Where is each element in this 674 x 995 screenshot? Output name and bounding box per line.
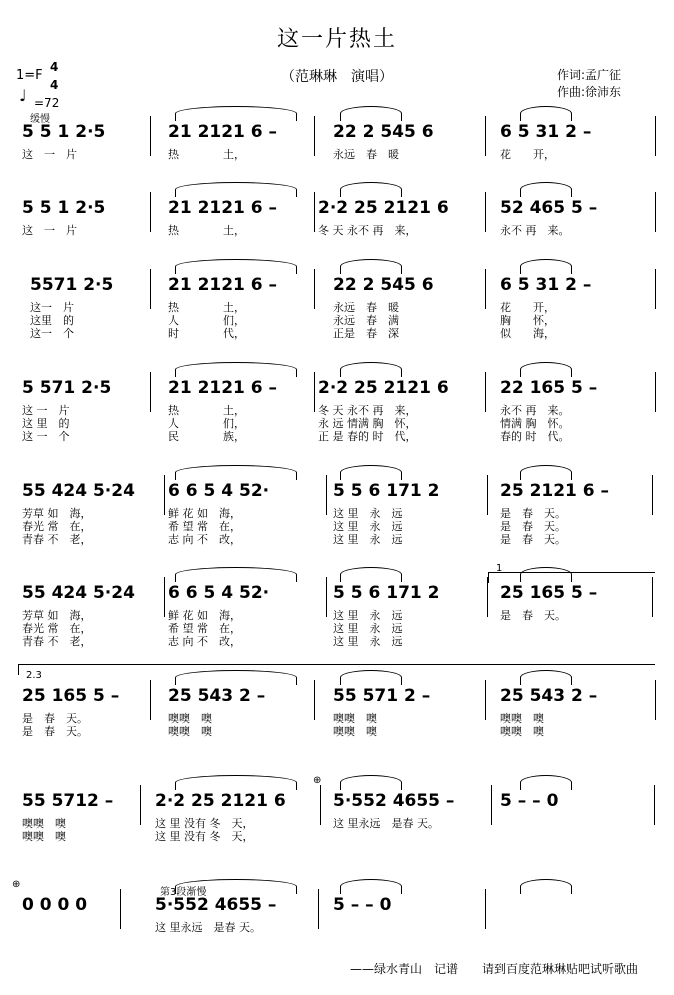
lyric-line: 这 里 永 远 [333,533,403,546]
lyric-line: 这 里 永 远 [333,609,403,622]
bar-line [652,475,653,515]
slur [520,879,572,894]
lyric-line: 永 远 情满 胸 怀， [318,417,417,430]
lyric-line: 鲜 花 如 海， [168,609,241,622]
lyric-line: 这 一 片 [22,148,77,161]
measure-notes: 22 2 545 6 [333,122,434,142]
measure-notes: 0 0 0 0 [22,895,88,915]
slur [520,259,572,274]
bar-line [120,889,121,929]
measure-notes: 52 465 5 – [500,198,598,218]
tempo-word: 缓慢 [30,114,50,125]
lyric-line: 永不 再 来。 [500,404,570,417]
bar-line [652,577,653,617]
lyric-line: 芳草 如 海， [22,507,92,520]
measure-notes: 55 424 5·24 [22,583,135,603]
measure-notes: 25 165 5 – [22,686,120,706]
lyric-line: 噢噢 噢 [22,830,66,843]
lyric-line: 鲜 花 如 海， [168,507,241,520]
measure-notes: 25 2121 6 – [500,481,610,501]
lyric-line: 这 里永远 是春 天。 [155,921,261,934]
measure-notes: 21 2121 6 – [168,198,278,218]
lyric-line: 噢噢 噢 [22,817,66,830]
bar-line [655,116,656,156]
bar-line [655,680,656,720]
composer: 作曲:徐沛东 [557,85,622,99]
measure-notes: 5 – – 0 [500,791,559,811]
lyric-line: 春的 时 代。 [500,430,570,443]
measure-notes: 6 6 5 4 52· [168,583,270,603]
lyric-line: 这里 的 [30,314,74,327]
bar-line [655,192,656,232]
lyric-line: 志 向 不 改， [168,533,241,546]
lyric-line: 噢噢 噢 [168,712,212,725]
lyric-line: 这 里 没有 冬 天， [155,817,254,830]
lyric-line: 是 春 天。 [500,609,566,622]
measure-notes: 21 2121 6 – [168,122,278,142]
bar-line [326,577,327,617]
measure-notes: 5 – – 0 [333,895,392,915]
bar-line [485,192,486,232]
bar-line [655,372,656,412]
bar-line [485,680,486,720]
lyric-line: 人 们， [168,417,245,430]
lyricist: 作词:孟广征 [557,68,622,82]
measure-notes: 55 571 2 – [333,686,431,706]
lyric-line: 这 里 永 远 [333,622,403,635]
lyric-line: 噢噢 噢 [333,712,377,725]
slur [175,465,297,480]
measure-notes: 5·552 4655 – [333,791,455,811]
lyric-line: 这 里 永 远 [333,520,403,533]
bar-line [320,785,321,825]
bar-line [485,269,486,309]
lyric-line: 这一 个 [30,327,74,340]
bar-line [164,577,165,617]
volta-2-3: 2.3 [26,670,42,681]
measure-notes: 22 2 545 6 [333,275,434,295]
bar-line [164,475,165,515]
slur [175,106,297,121]
slur [175,775,297,790]
lyric-line: 热 土， [168,148,245,161]
lyric-line: 志 向 不 改， [168,635,241,648]
lyric-line: 希 望 常 在， [168,622,241,635]
tempo-mark: =72 [34,96,60,110]
measure-notes: 5 5 6 171 2 [333,481,440,501]
bar-line [314,192,315,232]
slur [520,465,572,480]
bar-line [150,116,151,156]
bar-line [318,889,319,929]
measure-notes: 5 5 1 2·5 [22,198,106,218]
lyric-line: 永远 春 暖 [333,148,399,161]
lyric-line: 芳草 如 海， [22,609,92,622]
lyric-line: 热 土， [168,404,245,417]
lyric-line: 时 代， [168,327,245,340]
measure-notes: 25 165 5 – [500,583,598,603]
lyric-line: 胸 怀， [500,314,555,327]
slur [520,182,572,197]
lyric-line: 这 里永远 是春 天。 [333,817,439,830]
measure-notes: 21 2121 6 – [168,378,278,398]
measure-notes: 5 5 1 2·5 [22,122,106,142]
song-title: 这一片热土 [276,27,397,52]
measure-notes: 6 6 5 4 52· [168,481,270,501]
slur [340,567,402,582]
bar-line [487,577,488,617]
bar-line [150,372,151,412]
volta-bracket [488,572,655,583]
lyric-line: 噢噢 噢 [333,725,377,738]
measure-notes: 5571 2·5 [30,275,114,295]
lyric-line: 永远 春 暖 [333,301,399,314]
bar-line [485,116,486,156]
lyric-line: 这 一 个 [22,430,70,443]
slur [520,775,572,790]
lyric-line: 是 春 天。 [22,725,88,738]
lyric-line: 花 开， [500,301,555,314]
lyric-line: 冬 天 永不 再 来， [318,404,417,417]
bar-line [485,372,486,412]
coda-icon: ⊕ [313,775,322,786]
slur [340,465,402,480]
singer-line: （范琳琳 演唱） [281,69,393,85]
measure-notes: 55 5712 – [22,791,114,811]
lyric-line: 这 里 的 [22,417,70,430]
lyric-line: 这 里 永 远 [333,635,403,648]
lyric-line: 是 春 天。 [22,712,88,725]
measure-notes: 25 543 2 – [168,686,266,706]
measure-notes: 25 543 2 – [500,686,598,706]
lyric-line: 热 土， [168,301,245,314]
lyric-line: 春光 常 在， [22,520,92,533]
lyric-line: 这 里 没有 冬 天， [155,830,254,843]
lyric-line: 青春 不 老， [22,635,92,648]
bar-line [150,192,151,232]
measure-notes: 5 571 2·5 [22,378,112,398]
slow-mark: 第3段渐慢 [160,887,207,898]
slur [520,362,572,377]
measure-notes: 2·2 25 2121 6 [318,198,449,218]
lyric-line: 噢噢 噢 [500,725,544,738]
lyric-line: 春光 常 在， [22,622,92,635]
lyric-line: 这 一 片 [22,404,70,417]
lyric-line: 噢噢 噢 [500,712,544,725]
measure-notes: 55 424 5·24 [22,481,135,501]
bar-line [487,475,488,515]
time-signature-top: 4 [50,60,59,74]
measure-notes: 5 5 6 171 2 [333,583,440,603]
lyric-line: 这 一 片 [22,224,77,237]
quarter-note-icon: ♩ [19,86,27,105]
bar-line [150,269,151,309]
lyric-line: 人 们， [168,314,245,327]
slur [340,106,402,121]
lyric-line: 民 族， [168,430,245,443]
lyric-line: 是 春 天。 [500,520,566,533]
lyric-line: 情满 胸 怀。 [500,417,570,430]
measure-notes: 6 5 31 2 – [500,275,592,295]
bar-line [491,785,492,825]
slur [520,106,572,121]
bar-line [314,269,315,309]
lyric-line: 永不 再 来。 [500,224,570,237]
slur [340,879,402,894]
lyric-line: 这 里 永 远 [333,507,403,520]
slur [175,259,297,274]
bar-line [314,116,315,156]
slur [340,182,402,197]
lyric-line: 这一 片 [30,301,74,314]
lyric-line: 似 海， [500,327,555,340]
measure-notes: 22 165 5 – [500,378,598,398]
footer-note: ——绿水青山 记谱 请到百度范琳琳贴吧试听歌曲 [350,962,639,976]
slur [340,775,402,790]
bar-line [326,475,327,515]
slur [340,259,402,274]
lyric-line: 是 春 天。 [500,533,566,546]
key-signature: 1=F [16,68,43,83]
bar-line [314,372,315,412]
lyric-line: 正 是 春的 时 代， [318,430,417,443]
lyric-line: 永远 春 满 [333,314,399,327]
slur [340,362,402,377]
bar-line [140,785,141,825]
measure-notes: 5·552 4655 – [155,895,277,915]
volta-bracket [18,664,655,675]
lyric-line: 是 春 天。 [500,507,566,520]
time-signature-bottom: 4 [50,78,59,92]
measure-notes: 6 5 31 2 – [500,122,592,142]
lyric-line: 噢噢 噢 [168,725,212,738]
lyric-line: 青春 不 老， [22,533,92,546]
slur [175,362,297,377]
measure-notes: 2·2 25 2121 6 [318,378,449,398]
lyric-line: 希 望 常 在， [168,520,241,533]
volta-1: 1 [496,563,503,574]
lyric-line: 正是 春 深 [333,327,399,340]
bar-line [485,889,486,929]
coda-icon: ⊕ [12,879,21,890]
bar-line [654,785,655,825]
lyric-line: 热 土， [168,224,245,237]
measure-notes: 2·2 25 2121 6 [155,791,286,811]
slur [175,567,297,582]
bar-line [314,680,315,720]
lyric-line: 冬 天 永不 再 来， [318,224,417,237]
measure-notes: 21 2121 6 – [168,275,278,295]
bar-line [150,680,151,720]
lyric-line: 花 开， [500,148,555,161]
bar-line [655,269,656,309]
slur [175,182,297,197]
